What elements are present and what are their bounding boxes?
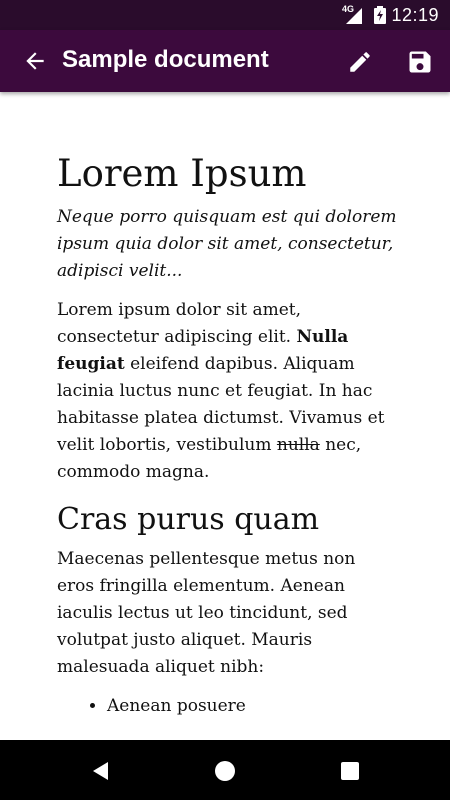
- paragraph-1-text-b: eleifend dapibus. Aliquam lacinia luctus nunc et feugiat. In hac habitasse platea dictumst. Vivamus et velit lobortis, vestibulum: [57, 354, 385, 455]
- signal-icon: [346, 8, 362, 24]
- arrow-back-icon[interactable]: [22, 48, 48, 74]
- paragraph-1-text-a: Lorem ipsum dolor sit amet, consectetur adipiscing elit.: [57, 300, 302, 347]
- app-bar: [0, 30, 450, 92]
- clock: 12:19: [391, 5, 439, 25]
- section-heading: Cras purus quam: [57, 502, 320, 537]
- list-item: • Aenean posuere: [107, 693, 397, 720]
- status-bar: [0, 0, 450, 30]
- paragraph-1: [57, 297, 397, 486]
- bullet-list: [57, 693, 397, 720]
- paragraph-2: Maecenas pellentesque metus non eros fringilla elementum. Aenean iaculis lectus ut leo tincidunt, sed volutpat justo aliquet. Mauris malesuada aliquet nibh:: [57, 549, 356, 677]
- paragraph-1-text-c: nec, commodo magna.: [57, 435, 362, 482]
- pencil-icon[interactable]: [347, 49, 373, 75]
- navigation-bar: [0, 740, 450, 800]
- document-content: [57, 140, 397, 720]
- document-heading: Lorem Ipsum: [57, 152, 307, 195]
- back-triangle-icon[interactable]: [90, 760, 112, 782]
- battery-icon: [374, 6, 386, 24]
- home-circle-icon[interactable]: [214, 760, 236, 782]
- recents-square-icon[interactable]: [339, 760, 361, 782]
- document-lede: Neque porro quisquam est qui dolorem ipsum quia dolor sit amet, consectetur, adipisci velit...: [57, 207, 397, 281]
- paragraph-1-strike: nulla: [276, 435, 320, 455]
- network-type: 4G: [342, 4, 355, 14]
- save-icon[interactable]: [406, 48, 434, 76]
- paragraph-1-bold: Nulla feugiat: [57, 327, 349, 374]
- page-title: Sample document: [62, 46, 269, 73]
